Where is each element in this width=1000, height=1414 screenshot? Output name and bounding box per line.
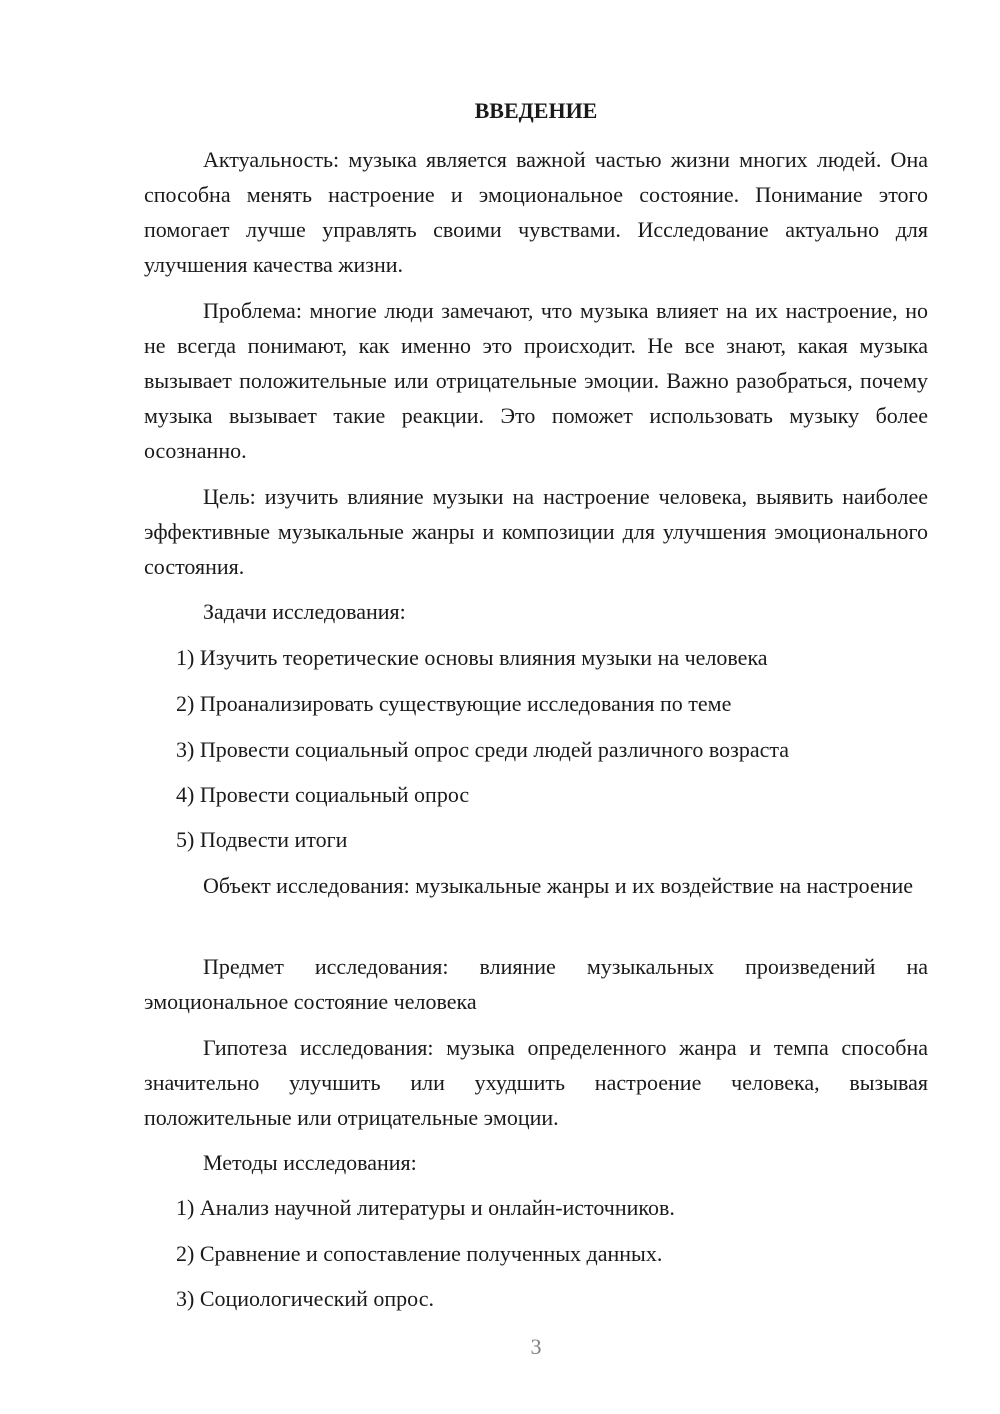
task-item: 4) Провести социальный опрос <box>176 782 470 807</box>
hypothesis-paragraph: Гипотеза исследования: музыка определенного жанра и темпа способна значительно улучшить или ухудшить настроение человека, вызывая положительные или отрицательные эмоции. <box>144 1035 928 1130</box>
task-item: 2) Проанализировать существующие исследования по теме <box>176 691 732 716</box>
method-item: 3) Социологический опрос. <box>176 1286 434 1311</box>
page-number: 3 <box>530 1334 542 1359</box>
task-item: 1) Изучить теоретические основы влияния музыки на человека <box>176 645 768 670</box>
problem-paragraph: Проблема: многие люди замечают, что музыка влияет на их настроение, но не всегда понимают, как именно это происходит. Не все знают, какая музыка вызывает положительные или отрицательные эмоции. Важно разобраться, почему музыка вызывает такие реакции. Это поможет использовать музыку более осознанно. <box>144 298 928 463</box>
page-title: ВВЕДЕНИЕ <box>474 98 598 123</box>
object-paragraph: Объект исследования: музыкальные жанры и их воздействие на настроение <box>203 873 914 898</box>
tasks-heading: Задачи исследования: <box>203 599 406 624</box>
goal-paragraph: Цель: изучить влияние музыки на настроение человека, выявить наиболее эффективные музыкальные жанры и композиции для улучшения эмоционального состояния. <box>144 484 928 579</box>
methods-heading: Методы исследования: <box>203 1150 417 1175</box>
task-item: 3) Провести социальный опрос среди людей различного возраста <box>176 737 789 762</box>
method-item: 1) Анализ научной литературы и онлайн-источников. <box>176 1195 675 1220</box>
subject-paragraph: Предмет исследования: влияние музыкальных произведений на эмоциональное состояние человека <box>144 954 928 1014</box>
relevance-paragraph: Актуальность: музыка является важной частью жизни многих людей. Она способна менять настроение и эмоциональное состояние. Понимание этого помогает лучше управлять своими чувствами. Исследование актуально для улучшения качества жизни. <box>144 147 928 277</box>
task-item: 5) Подвести итоги <box>176 827 348 852</box>
method-item: 2) Сравнение и сопоставление полученных данных. <box>176 1241 663 1266</box>
